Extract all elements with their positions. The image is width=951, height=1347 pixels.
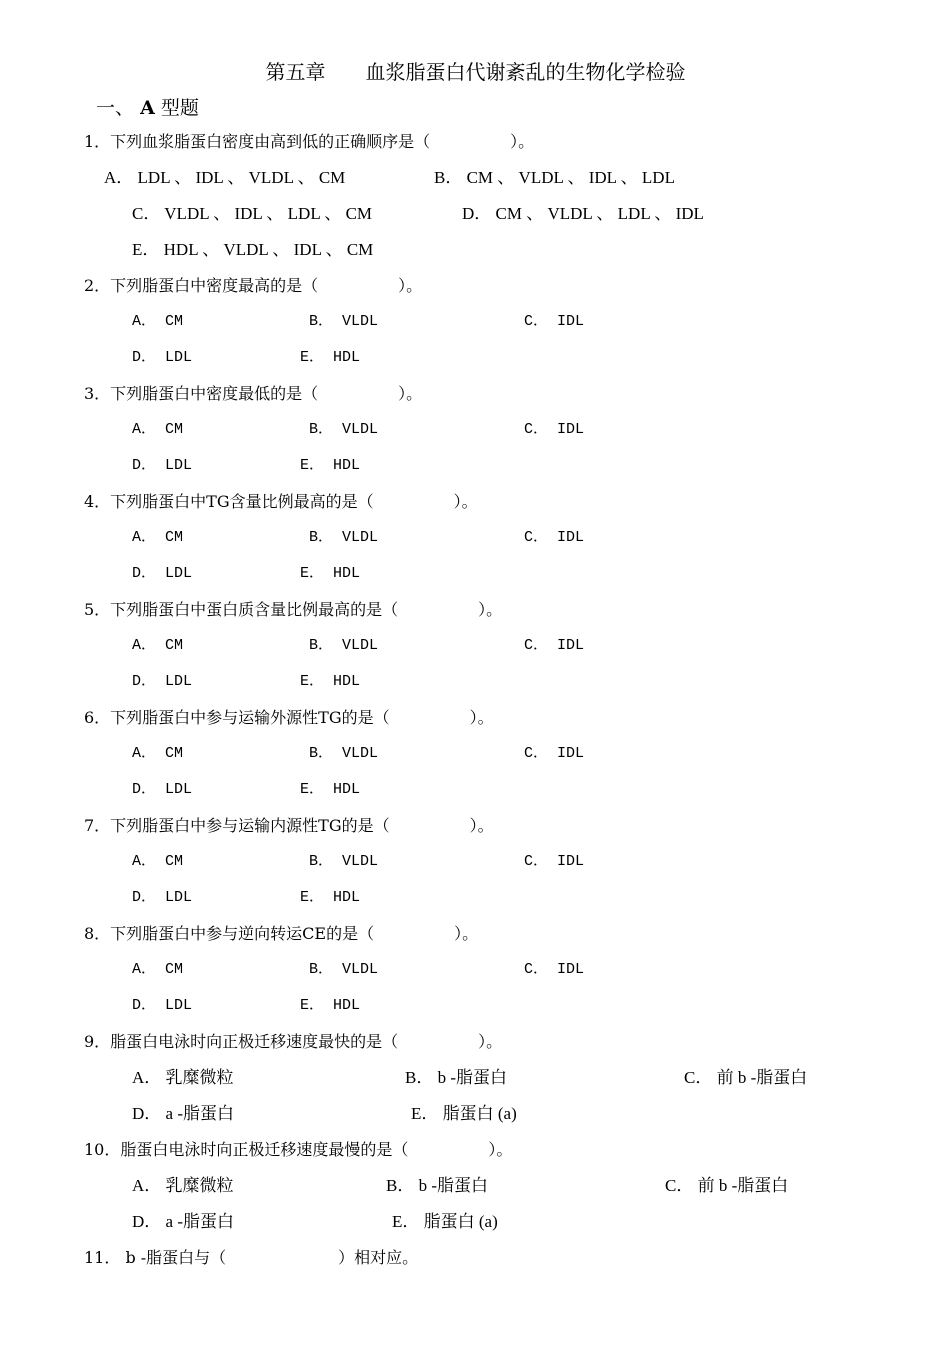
question-6-option-b: B． VLDL <box>309 745 379 762</box>
chapter-title: 第五章 血浆脂蛋白代谢紊乱的生物化学检验 <box>265 60 686 84</box>
question-9-stem: 9．脂蛋白电泳时向正极迁移速度最快的是（ ）。 <box>84 1032 503 1051</box>
question-5-option-e: E． HDL <box>300 673 361 690</box>
question-2-option-c: C． IDL <box>524 313 585 330</box>
question-9-option-e: E． 脂蛋白 (a) <box>411 1104 517 1123</box>
question-4-stem: 4．下列脂蛋白中TG含量比例最高的是（ ）。 <box>84 492 478 511</box>
question-7-option-c: C． IDL <box>524 853 585 870</box>
question-6-stem: 6．下列脂蛋白中参与运输外源性TG的是（ ）。 <box>84 708 494 727</box>
section-heading <box>96 93 199 120</box>
question-3-option-b: B． VLDL <box>309 421 379 438</box>
section-suffix: 型题 <box>160 97 199 119</box>
question-4-option-b: B． VLDL <box>309 529 379 546</box>
question-3-stem: 3．下列脂蛋白中密度最低的是（ ）。 <box>84 384 423 403</box>
question-2-option-e: E． HDL <box>300 349 361 366</box>
question-3-option-a: A． CM <box>132 421 184 438</box>
question-5-option-c: C． IDL <box>524 637 585 654</box>
question-8-option-e: E． HDL <box>300 997 361 1014</box>
question-3-option-d: D． LDL <box>132 457 193 474</box>
question-10-option-c: C． 前 b -脂蛋白 <box>665 1176 789 1195</box>
question-1-option-a: A． LDL 、 IDL 、 VLDL 、 CM <box>104 168 346 187</box>
question-9-option-b: B． b -脂蛋白 <box>405 1068 507 1087</box>
question-1-option-e: E． HDL 、 VLDL 、 IDL 、 CM <box>132 240 374 259</box>
question-11-stem: 11． b -脂蛋白与（ ）相对应。 <box>84 1248 419 1267</box>
question-10-stem: 10．脂蛋白电泳时向正极迁移速度最慢的是（ ）。 <box>84 1140 513 1159</box>
question-6-option-e: E． HDL <box>300 781 361 798</box>
question-10-option-a: A． 乳糜微粒 <box>132 1176 234 1195</box>
question-4-option-c: C． IDL <box>524 529 585 546</box>
question-8-option-a: A． CM <box>132 961 184 978</box>
question-10-option-b: B． b -脂蛋白 <box>386 1176 488 1195</box>
question-3-option-c: C． IDL <box>524 421 585 438</box>
question-5-option-b: B． VLDL <box>309 637 379 654</box>
question-1-option-c: C． VLDL 、 IDL 、 LDL 、 CM <box>132 204 373 223</box>
question-5-option-a: A． CM <box>132 637 184 654</box>
question-1-option-d: D． CM 、 VLDL 、 LDL 、 IDL <box>462 204 704 223</box>
section-label: A <box>140 97 155 119</box>
question-9-option-a: A． 乳糜微粒 <box>132 1068 234 1087</box>
question-1-stem: 1．下列血浆脂蛋白密度由高到低的正确顺序是（ ）。 <box>84 132 535 151</box>
question-4-option-d: D． LDL <box>132 565 193 582</box>
question-6-option-a: A． CM <box>132 745 184 762</box>
question-8-option-c: C． IDL <box>524 961 585 978</box>
question-9-option-d: D． a -脂蛋白 <box>132 1104 234 1123</box>
question-2-stem: 2．下列脂蛋白中密度最高的是（ ）。 <box>84 276 423 295</box>
question-9-option-c: C． 前 b -脂蛋白 <box>684 1068 808 1087</box>
question-2-option-a: A． CM <box>132 313 184 330</box>
question-2-option-d: D． LDL <box>132 349 193 366</box>
question-3-option-e: E． HDL <box>300 457 361 474</box>
question-4-option-e: E． HDL <box>300 565 361 582</box>
question-8-option-b: B． VLDL <box>309 961 379 978</box>
question-8-stem: 8．下列脂蛋白中参与逆向转运CE的是（ ）。 <box>84 924 479 943</box>
question-6-option-c: C． IDL <box>524 745 585 762</box>
question-5-stem: 5．下列脂蛋白中蛋白质含量比例最高的是（ ）。 <box>84 600 503 619</box>
question-6-option-d: D． LDL <box>132 781 193 798</box>
question-7-option-a: A． CM <box>132 853 184 870</box>
question-1-option-b: B． CM 、 VLDL 、 IDL 、 LDL <box>434 168 675 187</box>
question-4-option-a: A． CM <box>132 529 184 546</box>
question-7-option-d: D． LDL <box>132 889 193 906</box>
question-2-option-b: B． VLDL <box>309 313 379 330</box>
question-7-option-b: B． VLDL <box>309 853 379 870</box>
section-prefix: 一、 <box>96 97 135 119</box>
question-5-option-d: D． LDL <box>132 673 193 690</box>
question-8-option-d: D． LDL <box>132 997 193 1014</box>
question-7-stem: 7．下列脂蛋白中参与运输内源性TG的是（ ）。 <box>84 816 494 835</box>
question-7-option-e: E． HDL <box>300 889 361 906</box>
question-10-option-e: E． 脂蛋白 (a) <box>392 1212 498 1231</box>
question-10-option-d: D． a -脂蛋白 <box>132 1212 234 1231</box>
